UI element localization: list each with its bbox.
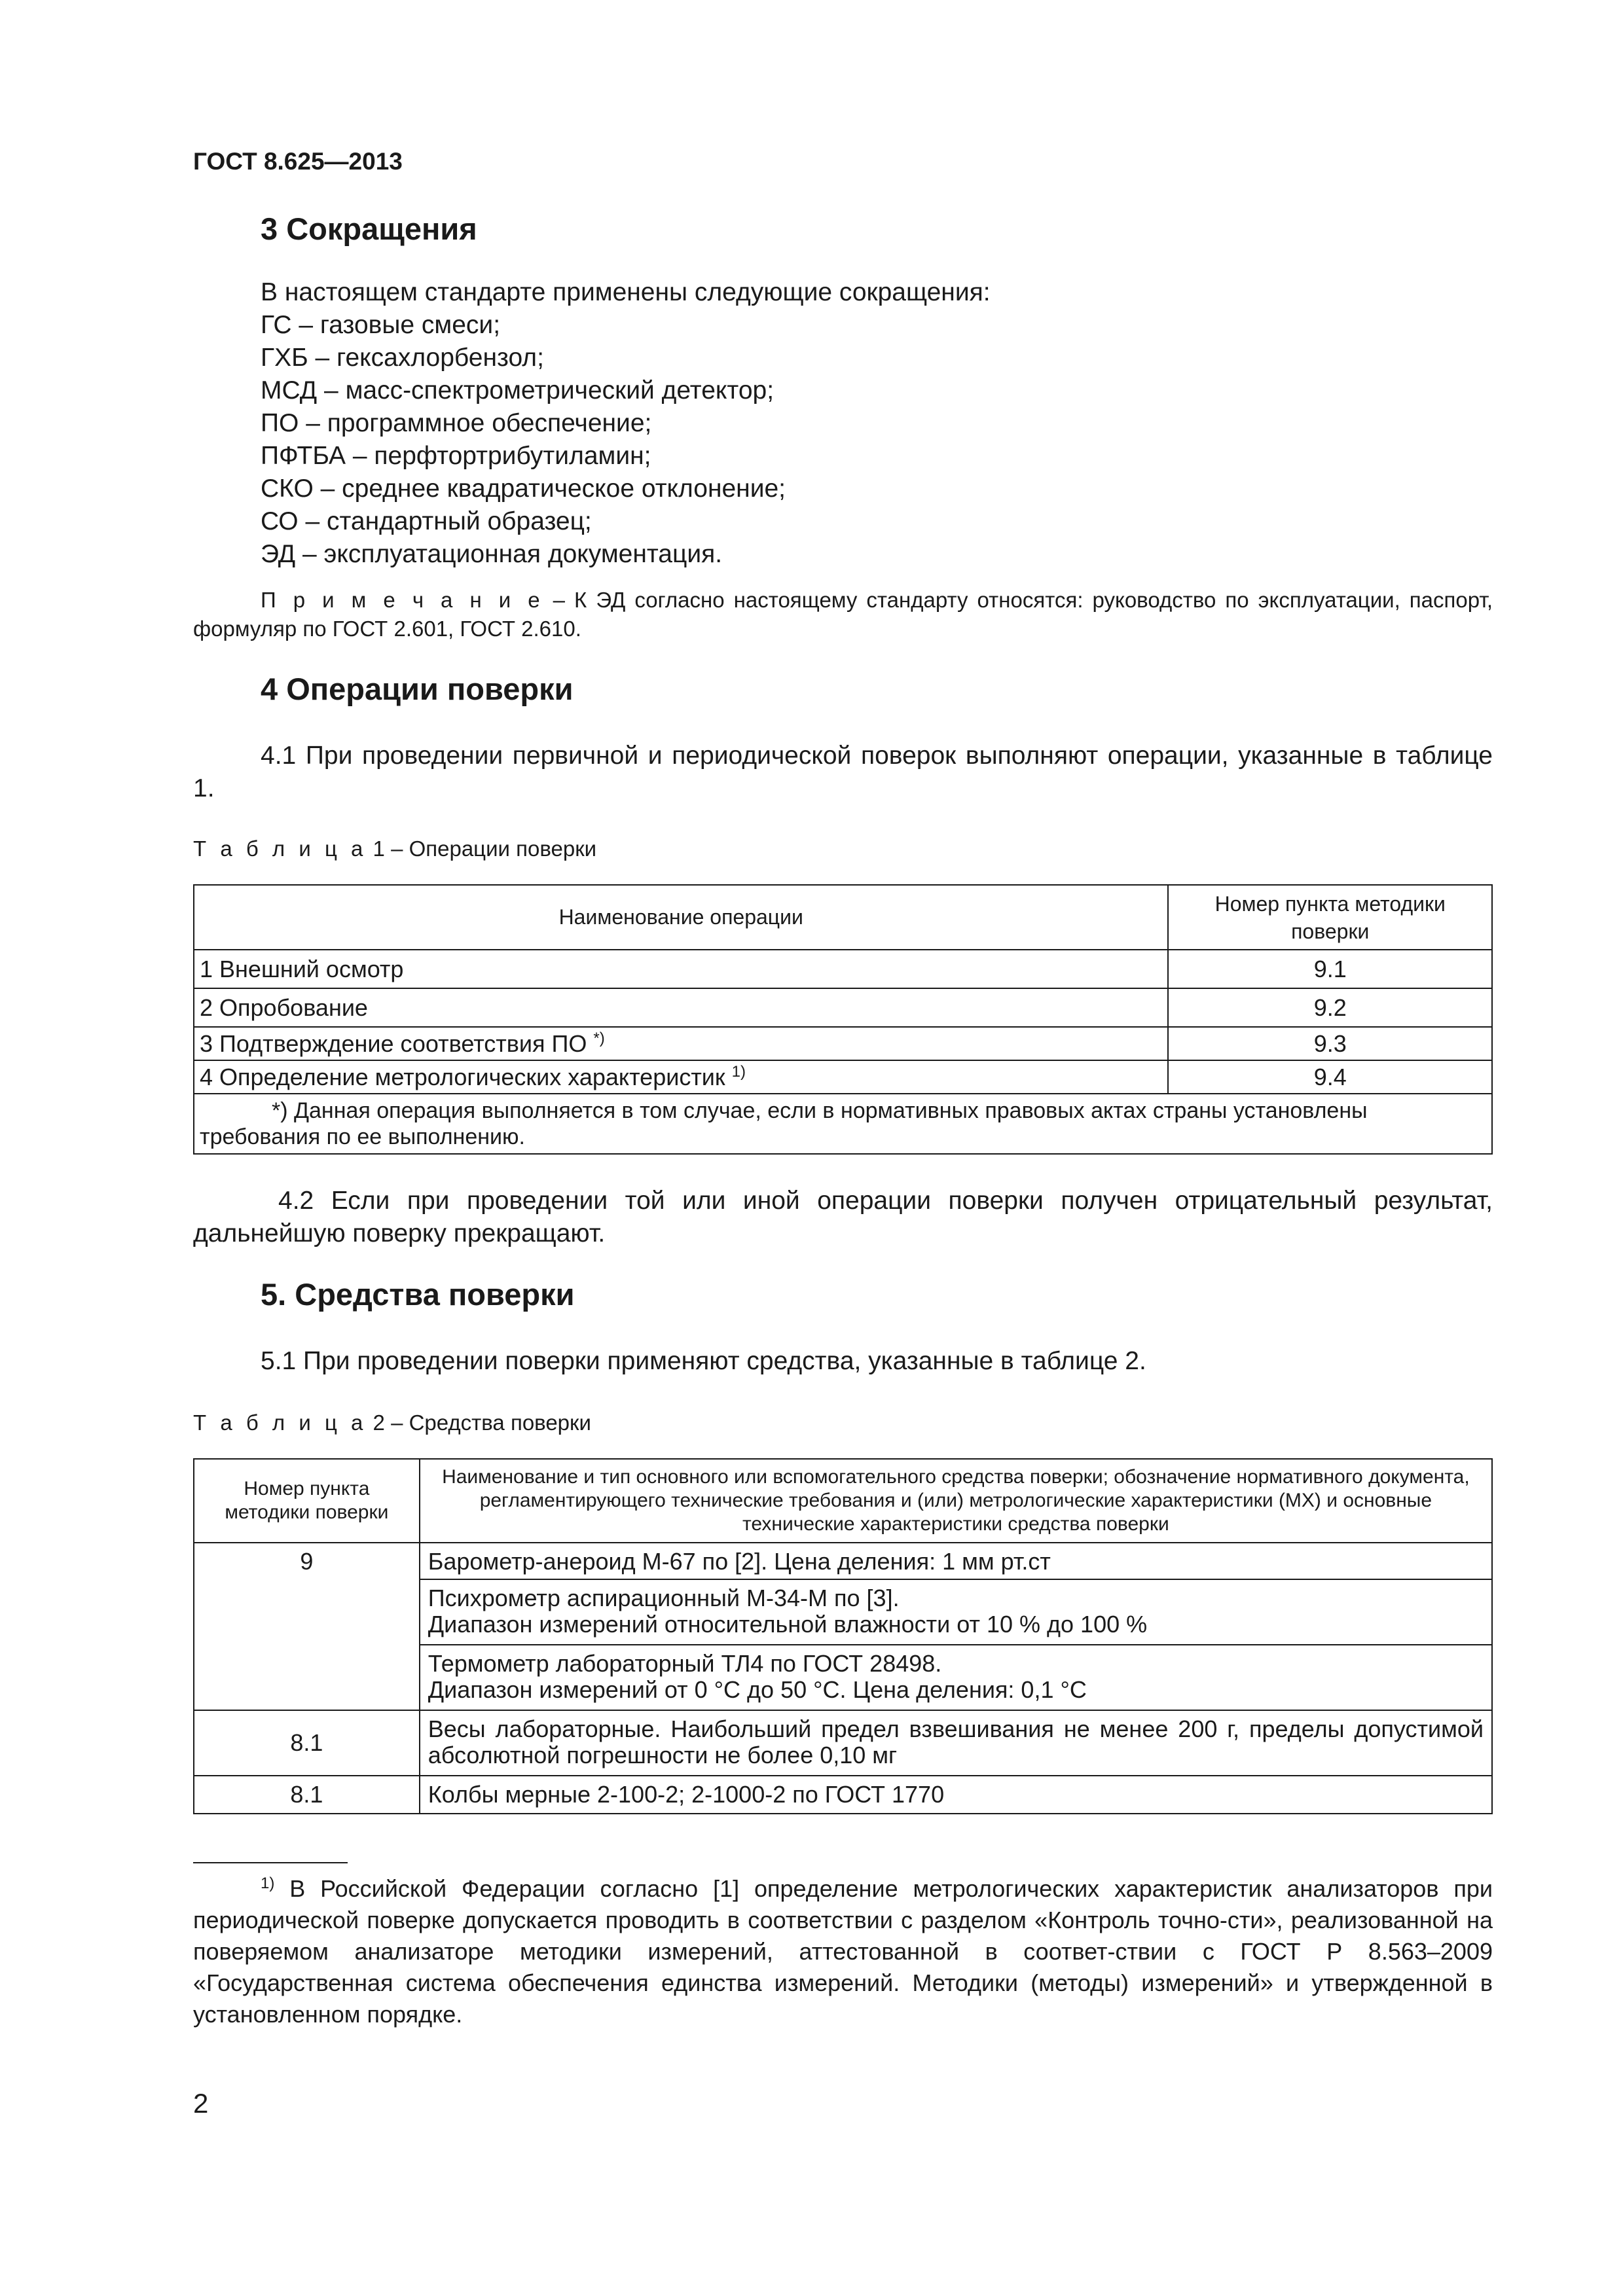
table-row: [194, 1027, 1492, 1060]
abbreviation-item: СО – стандартный образец;: [261, 507, 592, 535]
table-2: [193, 1458, 1493, 1814]
footnote-ref: 1): [731, 1062, 746, 1081]
paragraph-5-1: 5.1 При проведении поверки применяют средства, указанные в таблице 2.: [261, 1347, 1146, 1375]
operation-name-cell: [194, 988, 1168, 1027]
means-cell: [420, 1579, 1492, 1645]
means-line: Диапазон измерений от 0 °С до 50 °С. Цена деления: 0,1 °С: [428, 1676, 1087, 1703]
operation-number: 9.2: [1168, 988, 1492, 1027]
section-3-title: 3 Сокращения: [261, 211, 477, 246]
table-row: [194, 988, 1492, 1027]
abbreviation-item: ПФТБА – перфтортрибутиламин;: [261, 442, 651, 470]
method-item-number: 8.1: [194, 1710, 420, 1776]
table-row: [194, 950, 1492, 988]
table-header-row: [194, 1459, 1492, 1543]
means-line: Колбы мерные 2-100-2; 2-1000-2 по ГОСТ 1770: [428, 1781, 945, 1808]
method-item-number: 9: [194, 1543, 420, 1710]
operation-name-cell: [194, 1027, 1168, 1060]
means-cell: [420, 1645, 1492, 1710]
operation-name-cell: [194, 1060, 1168, 1094]
table-2-caption-label: Т а б л и ц а: [193, 1410, 367, 1435]
operation-name: 2 Опробование: [200, 994, 368, 1021]
abbreviations-intro: В настоящем стандарте применены следующие сокращения:: [261, 278, 991, 306]
operation-name: 1 Внешний осмотр: [200, 955, 404, 982]
method-item-number: 8.1: [194, 1776, 420, 1814]
operation-number: 9.3: [1168, 1027, 1492, 1060]
means-line: Барометр-анероид М-67 по [2]. Цена деления: 1 мм рт.ст: [428, 1548, 1051, 1575]
means-line: Термометр лабораторный ТЛ4 по ГОСТ 28498.: [428, 1650, 942, 1677]
operation-name-cell: [194, 950, 1168, 988]
section-4-title: 4 Операции поверки: [261, 672, 574, 706]
footnote-mark: 1): [261, 1874, 275, 1892]
table-row: [194, 1543, 1492, 1579]
paragraph-4-1: 4.1 При проведении первичной и периодической поверок выполняют операции, указанные в таблице 1.: [193, 742, 1493, 802]
table-1-footnote: *) Данная операция выполняется в том случае, если в нормативных правовых актах страны установлены требования по ее выполнению.: [194, 1094, 1492, 1154]
operation-number: 9.4: [1168, 1060, 1492, 1094]
means-line: Весы лабораторные. Наибольший предел взвешивания не менее 200 г, пределы допустимой абсолютной погрешности не более 0,10 мг: [428, 1715, 1484, 1768]
note-label: П р и м е ч а н и е: [261, 588, 544, 612]
means-line: Диапазон измерений относительной влажности от 10 % до 100 %: [428, 1611, 1148, 1638]
table-2-header-number: Номер пункта методики поверки: [194, 1459, 420, 1543]
table-2-caption-text: 2 – Средства поверки: [367, 1410, 591, 1435]
table-1-caption-text: 1 – Операции поверки: [367, 836, 597, 861]
abbreviation-item: СКО – среднее квадратическое отклонение;: [261, 475, 786, 503]
footnote-text: В Российской Федерации согласно [1] определение метрологических характеристик анализаторов при периодической поверке допускается проводить в соответствии с разделом «Контроль точно-сти», реализованной на поверяемом анализаторе методики измерений, аттестованной в соответ-ствии с ГОСТ Р 8.563–2009 «Государственная система обеспечения единства измерений. Методики (методы) измерений» и утвержденной в установленном порядке.: [193, 1875, 1493, 2028]
table-header-row: [194, 885, 1492, 950]
operation-number: 9.1: [1168, 950, 1492, 988]
footnote-separator: [193, 1862, 348, 1863]
means-cell: [420, 1543, 1492, 1579]
abbreviation-item: ГХБ – гексахлорбензол;: [261, 344, 544, 372]
abbreviation-item: ГС – газовые смеси;: [261, 311, 501, 339]
table-row: [194, 1710, 1492, 1776]
abbreviation-item: ПО – программное обеспечение;: [261, 409, 652, 437]
table-1-caption: [193, 834, 596, 863]
means-cell: [420, 1710, 1492, 1776]
table-row: [194, 1776, 1492, 1814]
means-line: Психрометр аспирационный М-34-М по [3].: [428, 1585, 900, 1611]
table-2-caption: [193, 1408, 591, 1437]
table-row: [194, 1060, 1492, 1094]
table-footnote-row: [194, 1094, 1492, 1154]
section-5-title: 5. Средства поверки: [261, 1277, 575, 1312]
means-cell: [420, 1776, 1492, 1814]
table-1-header-number: Номер пункта методики поверки: [1168, 885, 1492, 950]
operation-name: 4 Определение метрологических характеристик: [200, 1063, 732, 1090]
operation-name: 3 Подтверждение соответствия ПО: [200, 1030, 594, 1057]
page-number: 2: [193, 2088, 209, 2119]
section-3-note: [193, 586, 1493, 643]
table-2-header-means: Наименование и тип основного или вспомогательного средства поверки; обозначение нормативного документа, регламентирующего технические требования и (или) метрологические характеристики (МХ) и основные технические характеристики средства поверки: [420, 1459, 1492, 1543]
document-header: ГОСТ 8.625—2013: [193, 148, 403, 175]
table-1: [193, 884, 1493, 1155]
abbreviations-block: [261, 276, 1504, 571]
abbreviation-item: ЭД – эксплуатационная документация.: [261, 540, 723, 568]
page-footnote: [193, 1873, 1493, 2030]
paragraph-4-2: 4.2 Если при проведении той или иной операции поверки получен отрицательный результат, дальнейшую поверку прекращают.: [193, 1187, 1493, 1247]
abbreviation-item: МСД – масс-спектрометрический детектор;: [261, 376, 775, 404]
table-1-caption-label: Т а б л и ц а: [193, 836, 367, 861]
footnote-ref: *): [593, 1029, 605, 1047]
note-text: – К ЭД согласно настоящему стандарту относятся: руководство по эксплуатации, паспорт, формуляр по ГОСТ 2.601, ГОСТ 2.610.: [193, 588, 1493, 641]
table-1-header-operation: Наименование операции: [194, 885, 1168, 950]
